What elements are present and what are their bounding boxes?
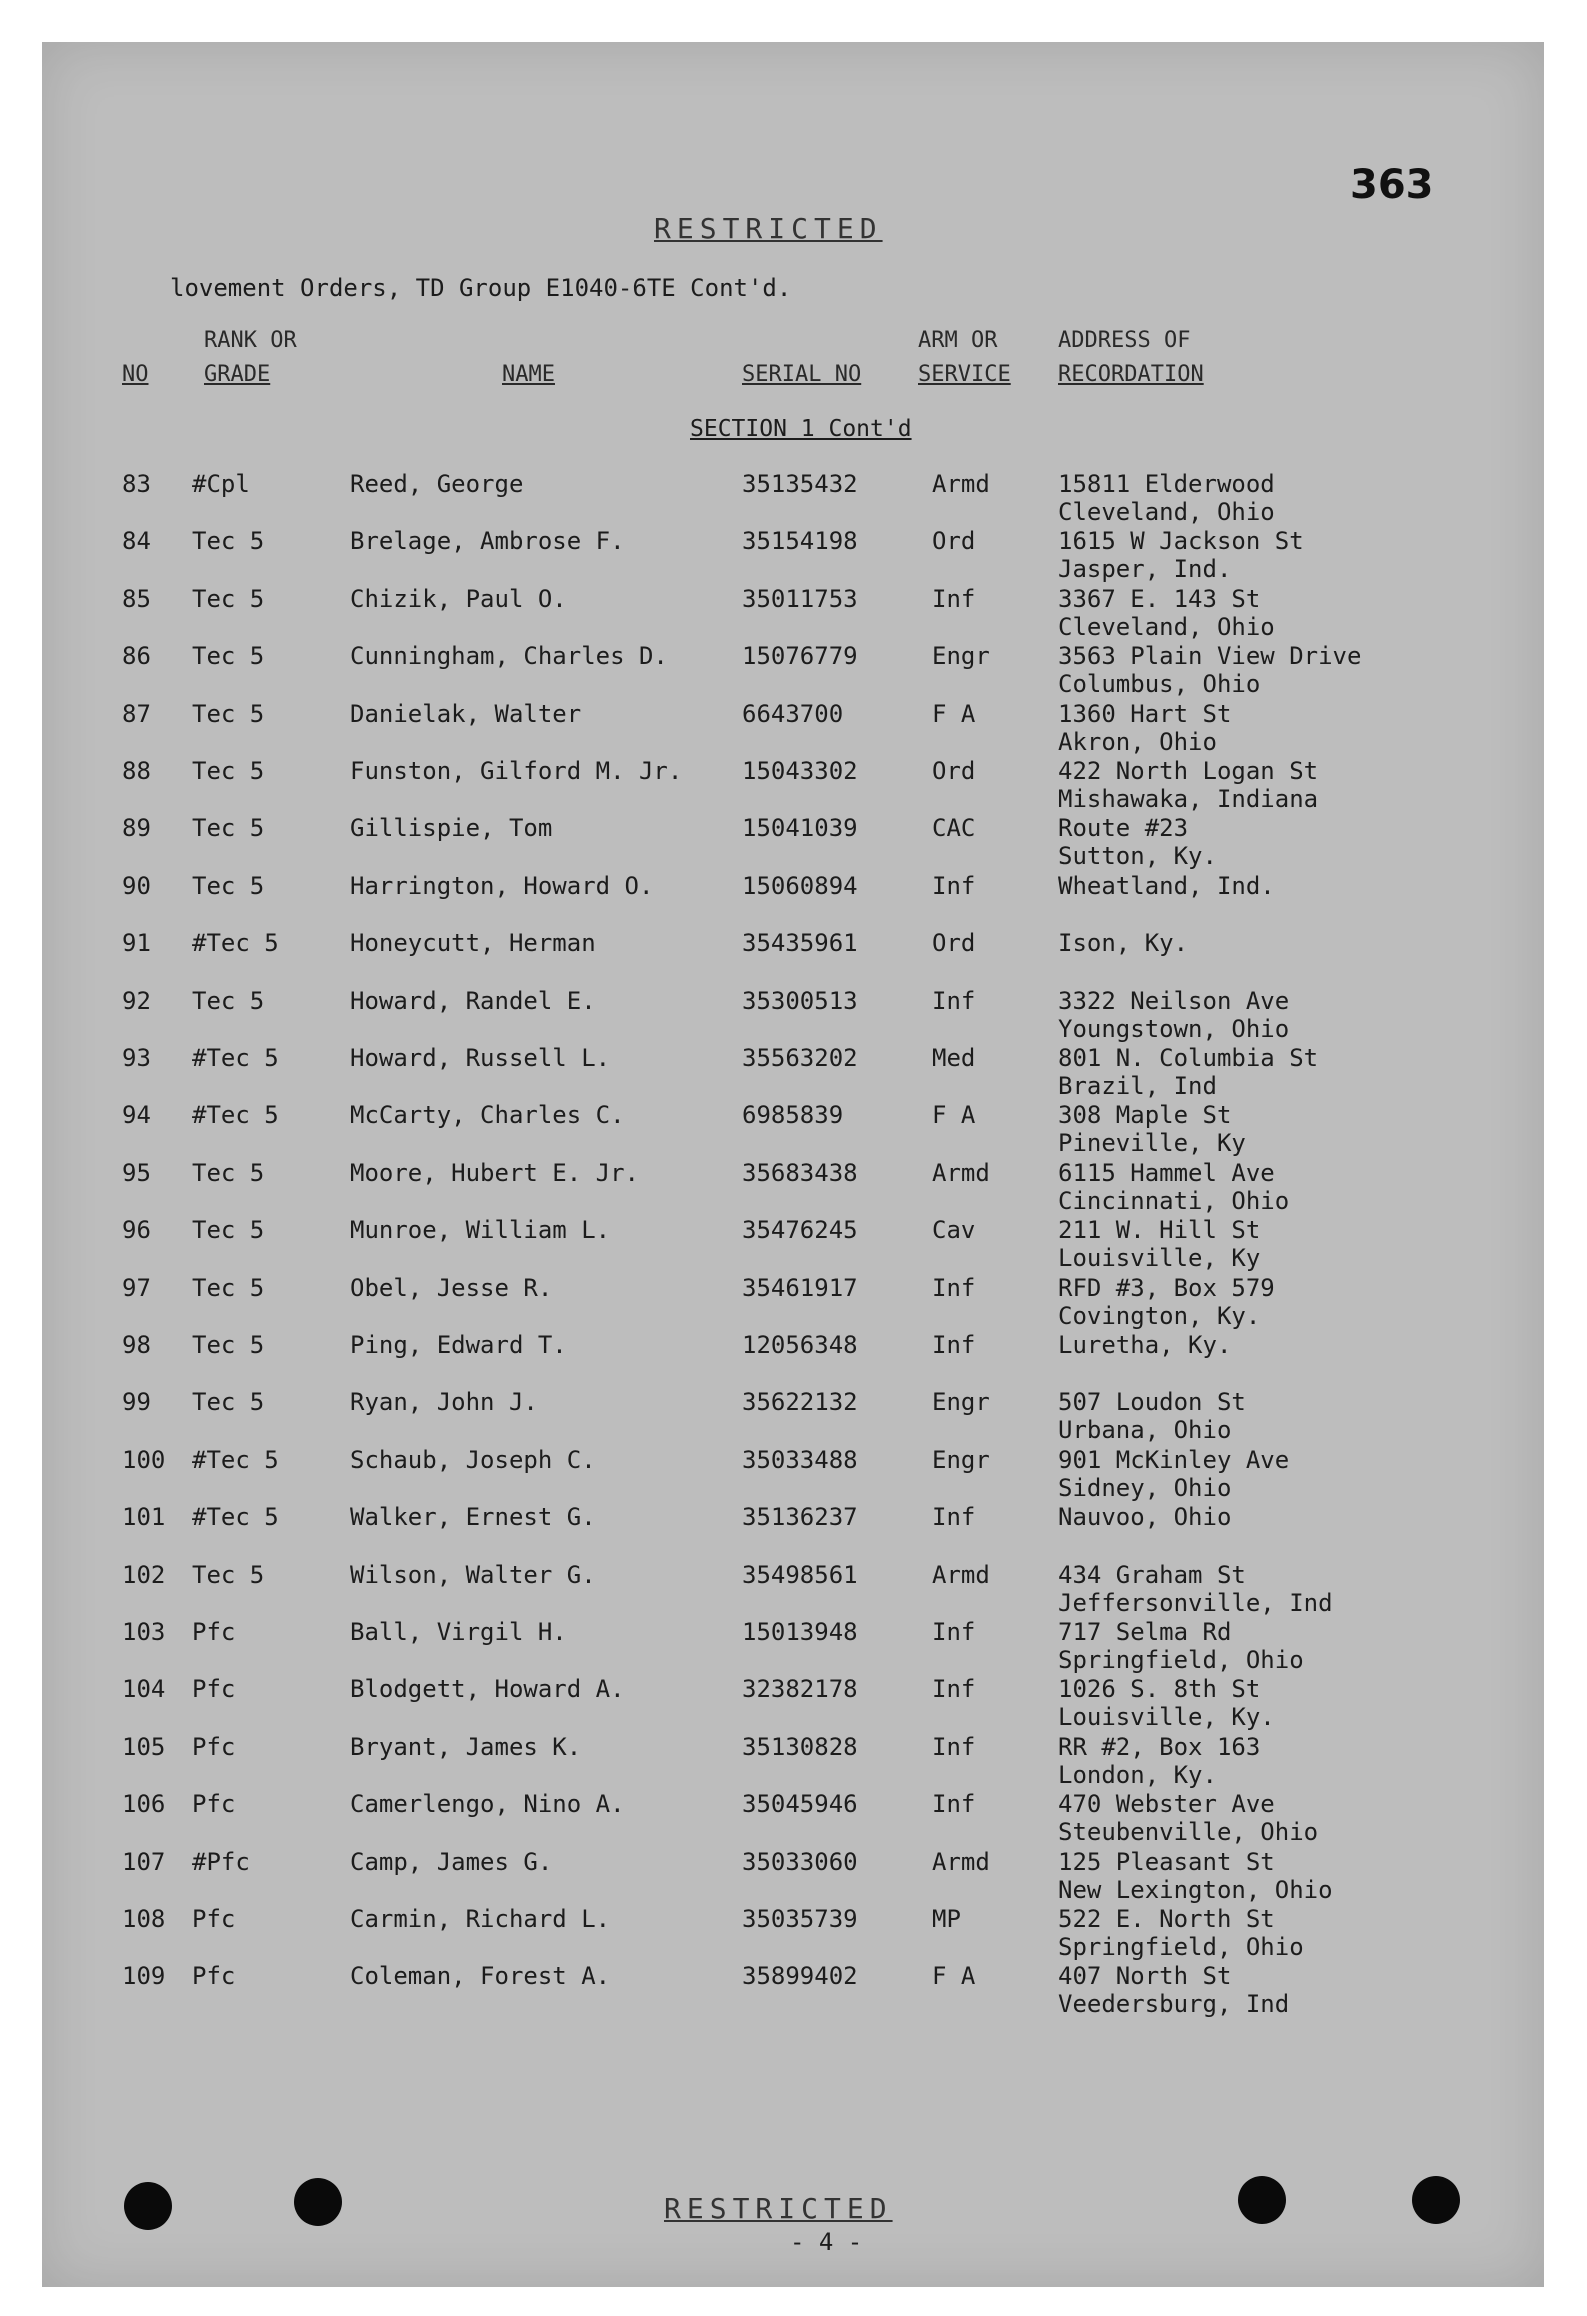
address-cell [1058, 1733, 1260, 1789]
name-cell: Brelage, Ambrose F. [350, 527, 625, 556]
table-row [42, 1216, 1544, 1274]
page-footer: - 4 - [790, 2228, 863, 2256]
arm-cell: Inf [932, 1732, 976, 1761]
rank-cell: #Tec 5 [192, 1101, 279, 1130]
row-number: 95 [122, 1158, 151, 1187]
serial-cell: 32382178 [742, 1675, 858, 1704]
address-line: 801 N. Columbia St [1058, 1044, 1319, 1072]
address-cell [1058, 1101, 1246, 1157]
name-cell: Ball, Virgil H. [350, 1618, 567, 1646]
address-line: 211 W. Hill St [1058, 1216, 1261, 1245]
rank-cell: Tec 5 [192, 871, 265, 900]
address-line: Urbana, Ohio [1058, 1416, 1232, 1445]
row-number: 90 [122, 871, 151, 900]
table-row [42, 642, 1544, 700]
name-cell: Camerlengo, Nino A. [350, 1790, 625, 1819]
address-line: 1360 Hart St [1058, 699, 1232, 728]
address-line: Jasper, Ind. [1058, 555, 1232, 584]
arm-cell: F A [932, 1101, 976, 1130]
serial-cell: 15041039 [742, 814, 858, 843]
serial-cell: 35130828 [742, 1732, 858, 1761]
arm-cell: Inf [932, 1618, 976, 1646]
row-number: 105 [122, 1732, 166, 1761]
address-cell [1058, 1388, 1246, 1444]
address-line: Cleveland, Ohio [1058, 498, 1275, 526]
restricted-footer: RESTRICTED [664, 2192, 893, 2225]
rank-cell: Tec 5 [192, 757, 265, 785]
name-cell: Gillispie, Tom [350, 814, 553, 843]
name-cell: Wilson, Walter G. [350, 1560, 596, 1589]
rank-cell: Tec 5 [192, 699, 265, 728]
name-cell: Coleman, Forest A. [350, 1962, 611, 1991]
serial-cell: 35136237 [742, 1503, 858, 1532]
address-line: 6115 Hammel Ave [1058, 1158, 1275, 1187]
address-line: 717 Selma Rd [1058, 1618, 1232, 1646]
address-cell [1058, 814, 1217, 870]
address-line: Ison, Ky. [1058, 929, 1189, 958]
address-line: Cleveland, Ohio [1058, 612, 1275, 641]
address-line: Mishawaka, Indiana [1058, 785, 1319, 813]
address-line: 15811 Elderwood [1058, 470, 1275, 498]
row-number: 94 [122, 1101, 151, 1130]
rank-cell: Pfc [192, 1732, 236, 1761]
arm-cell: Inf [932, 1331, 976, 1359]
table-row [42, 527, 1544, 585]
punch-hole [1238, 2176, 1286, 2224]
table-row [42, 1561, 1544, 1619]
arm-cell: F A [932, 699, 976, 728]
arm-cell: Armd [932, 1560, 990, 1589]
address-cell [1058, 1159, 1289, 1215]
arm-cell: Ord [932, 757, 976, 785]
address-line: Brazil, Ind [1058, 1072, 1217, 1100]
name-cell: Howard, Russell L. [350, 1044, 611, 1072]
rank-cell: Tec 5 [192, 1216, 265, 1245]
arm-cell: Armd [932, 470, 990, 498]
serial-cell: 35154198 [742, 527, 858, 556]
name-cell: Camp, James G. [350, 1847, 553, 1876]
serial-cell: 15076779 [742, 642, 858, 671]
address-line: 522 E. North St [1058, 1905, 1275, 1933]
table-row [42, 1274, 1544, 1332]
arm-cell: Armd [932, 1847, 990, 1876]
name-cell: Schaub, Joseph C. [350, 1445, 596, 1474]
address-cell [1058, 585, 1275, 641]
address-line: RR #2, Box 163 [1058, 1732, 1261, 1761]
row-number: 106 [122, 1790, 166, 1819]
table-row [42, 1044, 1544, 1102]
address-line: 434 Graham St [1058, 1560, 1246, 1589]
arm-cell: Cav [932, 1216, 976, 1245]
table-row [42, 1446, 1544, 1504]
address-line: Columbus, Ohio [1058, 670, 1261, 699]
name-cell: Carmin, Richard L. [350, 1905, 611, 1933]
name-cell: Cunningham, Charles D. [350, 642, 668, 671]
rank-cell: Tec 5 [192, 527, 265, 556]
arm-cell: Inf [932, 871, 976, 900]
serial-cell: 35300513 [742, 986, 858, 1015]
table-row [42, 470, 1544, 528]
rank-cell: #Cpl [192, 470, 250, 498]
rank-cell: #Pfc [192, 1847, 250, 1876]
row-number: 93 [122, 1044, 151, 1072]
address-cell [1058, 1675, 1275, 1731]
arm-cell: Ord [932, 527, 976, 556]
rank-cell: Tec 5 [192, 1273, 265, 1302]
serial-cell: 35622132 [742, 1388, 858, 1417]
rank-cell: Pfc [192, 1962, 236, 1991]
rank-cell: #Tec 5 [192, 1503, 279, 1532]
row-number: 108 [122, 1905, 166, 1933]
row-number: 89 [122, 814, 151, 843]
serial-cell: 35135432 [742, 470, 858, 498]
address-line: 308 Maple St [1058, 1101, 1232, 1130]
address-line: Springfield, Ohio [1058, 1646, 1304, 1674]
address-line: 3322 Neilson Ave [1058, 986, 1290, 1015]
address-cell [1058, 1962, 1289, 2018]
table-row [42, 814, 1544, 872]
row-number: 96 [122, 1216, 151, 1245]
rank-cell: Tec 5 [192, 1331, 265, 1359]
table-row [42, 1618, 1544, 1676]
row-number: 99 [122, 1388, 151, 1417]
rank-cell: #Tec 5 [192, 1445, 279, 1474]
table-row [42, 1733, 1544, 1791]
rank-cell: Tec 5 [192, 1158, 265, 1187]
rank-cell: Tec 5 [192, 1560, 265, 1589]
address-line: Youngstown, Ohio [1058, 1014, 1290, 1043]
arm-cell: Inf [932, 1273, 976, 1302]
address-line: Wheatland, Ind. [1058, 871, 1275, 900]
arm-cell: F A [932, 1962, 976, 1991]
serial-cell: 6985839 [742, 1101, 844, 1130]
table-row [42, 1675, 1544, 1733]
name-cell: Walker, Ernest G. [350, 1503, 596, 1532]
address-cell [1058, 1905, 1304, 1961]
name-cell: Howard, Randel E. [350, 986, 596, 1015]
arm-cell: Engr [932, 1388, 990, 1417]
name-cell: Honeycutt, Herman [350, 929, 596, 958]
arm-cell: Inf [932, 1790, 976, 1819]
address-cell [1058, 527, 1304, 583]
address-cell [1058, 1561, 1333, 1617]
address-line: Sidney, Ohio [1058, 1473, 1232, 1502]
punch-hole [124, 2182, 172, 2230]
serial-cell: 12056348 [742, 1331, 858, 1359]
name-cell: Munroe, William L. [350, 1216, 611, 1245]
rank-cell: Tec 5 [192, 986, 265, 1015]
name-cell: Danielak, Walter [350, 699, 582, 728]
address-line: Springfield, Ohio [1058, 1933, 1304, 1961]
row-number: 85 [122, 584, 151, 613]
address-line: London, Ky. [1058, 1760, 1217, 1789]
name-cell: Moore, Hubert E. Jr. [350, 1158, 639, 1187]
address-cell [1058, 1331, 1231, 1359]
address-line: Nauvoo, Ohio [1058, 1503, 1232, 1532]
address-cell [1058, 987, 1289, 1043]
name-cell: Funston, Gilford M. Jr. [350, 757, 683, 785]
table-row [42, 987, 1544, 1045]
address-cell [1058, 1274, 1275, 1330]
address-line: Covington, Ky. [1058, 1301, 1261, 1330]
address-cell [1058, 1446, 1289, 1502]
serial-cell: 35899402 [742, 1962, 858, 1991]
arm-cell: CAC [932, 814, 976, 843]
name-cell: Ryan, John J. [350, 1388, 538, 1417]
table-row [42, 929, 1544, 987]
row-number: 97 [122, 1273, 151, 1302]
serial-cell: 35011753 [742, 584, 858, 613]
row-number: 86 [122, 642, 151, 671]
address-line: New Lexington, Ohio [1058, 1875, 1333, 1904]
row-number: 109 [122, 1962, 166, 1991]
row-number: 83 [122, 470, 151, 498]
table-row [42, 1905, 1544, 1963]
serial-cell: 35683438 [742, 1158, 858, 1187]
row-number: 84 [122, 527, 151, 556]
address-cell [1058, 1618, 1304, 1674]
name-cell: Obel, Jesse R. [350, 1273, 553, 1302]
table-row [42, 872, 1544, 930]
restricted-heading: RESTRICTED [654, 212, 883, 245]
address-cell [1058, 1790, 1318, 1846]
row-number: 102 [122, 1560, 166, 1589]
row-number: 98 [122, 1331, 151, 1359]
address-line: Akron, Ohio [1058, 727, 1217, 756]
arm-cell: Med [932, 1044, 976, 1072]
address-line: 3563 Plain View Drive [1058, 642, 1362, 671]
serial-cell: 15013948 [742, 1618, 858, 1646]
page-number: 363 [1350, 162, 1434, 208]
address-line: Louisville, Ky. [1058, 1703, 1275, 1732]
rank-cell: Pfc [192, 1618, 236, 1646]
table-row [42, 585, 1544, 643]
arm-cell: Engr [932, 642, 990, 671]
serial-cell: 35461917 [742, 1273, 858, 1302]
name-cell: Chizik, Paul O. [350, 584, 567, 613]
serial-cell: 35035739 [742, 1905, 858, 1933]
row-number: 100 [122, 1445, 166, 1474]
address-line: 1026 S. 8th St [1058, 1675, 1261, 1704]
address-line: RFD #3, Box 579 [1058, 1273, 1275, 1302]
section-heading: SECTION 1 Cont'd [690, 416, 912, 442]
address-line: 407 North St [1058, 1962, 1232, 1991]
address-cell [1058, 642, 1361, 698]
name-cell: McCarty, Charles C. [350, 1101, 625, 1130]
row-number: 91 [122, 929, 151, 958]
arm-cell: Inf [932, 1675, 976, 1704]
arm-cell: MP [932, 1905, 961, 1933]
address-line: 507 Loudon St [1058, 1388, 1246, 1417]
serial-cell: 35045946 [742, 1790, 858, 1819]
header-no: NO [122, 362, 149, 387]
address-line: Route #23 [1058, 814, 1189, 843]
address-cell [1058, 872, 1275, 900]
header-address: ADDRESS OF RECORDATION [1058, 328, 1204, 387]
document-sheet [42, 42, 1544, 2287]
punch-hole [294, 2178, 342, 2226]
address-line: 470 Webster Ave [1058, 1790, 1275, 1819]
address-line: Luretha, Ky. [1058, 1331, 1232, 1359]
address-line: Pineville, Ky [1058, 1129, 1246, 1158]
table-row [42, 1331, 1544, 1389]
name-cell: Reed, George [350, 470, 524, 498]
serial-cell: 35435961 [742, 929, 858, 958]
rank-cell: Pfc [192, 1675, 236, 1704]
arm-cell: Engr [932, 1445, 990, 1474]
address-line: 901 McKinley Ave [1058, 1445, 1290, 1474]
rank-cell: Pfc [192, 1905, 236, 1933]
table-row [42, 1101, 1544, 1159]
address-line: Jeffersonville, Ind [1058, 1588, 1333, 1617]
table-row [42, 757, 1544, 815]
table-row [42, 1962, 1544, 2020]
address-cell [1058, 1848, 1333, 1904]
address-cell [1058, 470, 1275, 526]
row-number: 107 [122, 1847, 166, 1876]
address-line: 422 North Logan St [1058, 757, 1319, 785]
address-line: 1615 W Jackson St [1058, 527, 1304, 556]
header-name: NAME [502, 362, 555, 387]
serial-cell: 6643700 [742, 699, 844, 728]
address-cell [1058, 757, 1318, 813]
serial-cell: 35033488 [742, 1445, 858, 1474]
address-line: Louisville, Ky [1058, 1244, 1261, 1273]
serial-cell: 35476245 [742, 1216, 858, 1245]
serial-cell: 15060894 [742, 871, 858, 900]
table-row [42, 1159, 1544, 1217]
rank-cell: Pfc [192, 1790, 236, 1819]
rank-cell: Tec 5 [192, 814, 265, 843]
rank-cell: #Tec 5 [192, 929, 279, 958]
table-row [42, 1848, 1544, 1906]
address-line: 3367 E. 143 St [1058, 584, 1261, 613]
address-cell [1058, 1503, 1231, 1531]
order-title: lovement Orders, TD Group E1040-6TE Cont'd. [170, 274, 792, 302]
address-line: Sutton, Ky. [1058, 842, 1217, 871]
arm-cell: Inf [932, 986, 976, 1015]
punch-hole [1412, 2176, 1460, 2224]
rank-cell: Tec 5 [192, 584, 265, 613]
serial-cell: 35498561 [742, 1560, 858, 1589]
row-number: 88 [122, 757, 151, 785]
table-row [42, 1503, 1544, 1561]
arm-cell: Ord [932, 929, 976, 958]
header-serial: SERIAL NO [742, 362, 862, 387]
rank-cell: Tec 5 [192, 1388, 265, 1417]
name-cell: Blodgett, Howard A. [350, 1675, 625, 1704]
row-number: 92 [122, 986, 151, 1015]
arm-cell: Inf [932, 584, 976, 613]
address-line: Steubenville, Ohio [1058, 1818, 1319, 1847]
row-number: 104 [122, 1675, 166, 1704]
header-arm: ARM OR SERVICE [918, 328, 1011, 387]
rank-cell: Tec 5 [192, 642, 265, 671]
rank-cell: #Tec 5 [192, 1044, 279, 1072]
name-cell: Ping, Edward T. [350, 1331, 567, 1359]
row-number: 87 [122, 699, 151, 728]
serial-cell: 35033060 [742, 1847, 858, 1876]
arm-cell: Armd [932, 1158, 990, 1187]
name-cell: Bryant, James K. [350, 1732, 582, 1761]
row-number: 101 [122, 1503, 166, 1532]
serial-cell: 15043302 [742, 757, 858, 785]
table-row [42, 1388, 1544, 1446]
address-line: 125 Pleasant St [1058, 1847, 1275, 1876]
table-row [42, 700, 1544, 758]
table-row [42, 1790, 1544, 1848]
address-cell [1058, 700, 1231, 756]
arm-cell: Inf [932, 1503, 976, 1532]
serial-cell: 35563202 [742, 1044, 858, 1072]
address-line: Cincinnati, Ohio [1058, 1186, 1290, 1215]
address-cell [1058, 1216, 1260, 1272]
address-line: Veedersburg, Ind [1058, 1990, 1290, 2019]
address-cell [1058, 1044, 1318, 1100]
row-number: 103 [122, 1618, 166, 1646]
name-cell: Harrington, Howard O. [350, 871, 654, 900]
address-cell [1058, 929, 1188, 957]
header-rank: RANK OR GRADE [204, 328, 297, 387]
